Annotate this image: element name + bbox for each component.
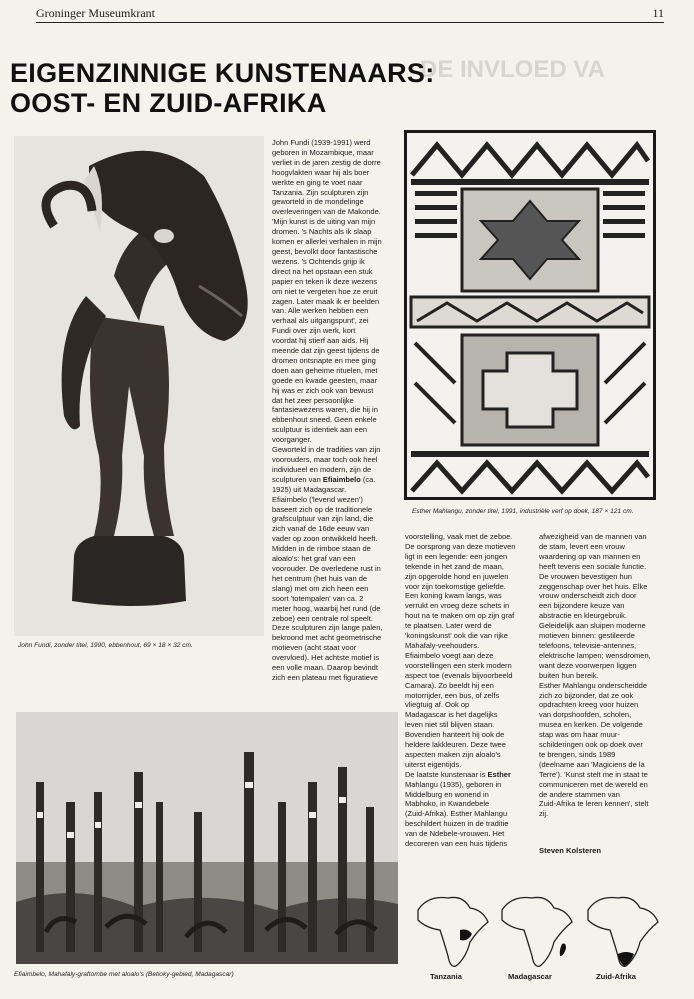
text-line: vrouw onderscheidt zich door — [539, 591, 637, 601]
text-line: Mabhoko, in Kwandebele — [405, 799, 490, 809]
text-line: Efiaimbelo voegt aan deze — [405, 650, 494, 660]
ghost-headline: DE INVLOED VA — [420, 56, 605, 82]
artist-name-efiaimbelo: Efiaimbelo — [322, 474, 361, 484]
text-line: motieven (acht staat voor — [272, 643, 357, 653]
text-line: leven niet stil blijven staan. — [405, 720, 495, 730]
text-line: De oorsprong van deze motieven — [405, 541, 516, 551]
text-line: direct na het opstaan een stuk — [272, 266, 373, 276]
text-line: sculptuur is identiek aan een — [272, 425, 368, 435]
text-line: hout na te maken om op zijn graf — [405, 611, 515, 621]
map-label-madagascar: Madagascar — [508, 972, 552, 981]
text-line: motieven binnen: gestileerde — [539, 631, 635, 641]
text-line: telefoons, televisie-antennes, — [539, 640, 637, 650]
text-line: Madagascar is het dagelijks — [405, 710, 498, 720]
text-line: elektrische lampen; wensdromen, — [539, 650, 651, 660]
text-line-mixed — [272, 475, 402, 485]
text-line: een bijzondere keuze van — [539, 601, 625, 611]
text-line: Efiaimbelo ('levend wezen') — [272, 494, 363, 504]
text-line: voorouders, maar toch ook heel — [272, 455, 378, 464]
text-line: (Zuid-Afrika). Esther Mahlangu — [405, 809, 508, 819]
text-line: fantasiewezens waren, die hij in — [272, 405, 378, 415]
text-line: 'Mijn kunst is de uiting van mijn — [272, 217, 376, 227]
text-line: vliegtuig af. Ook op — [405, 700, 470, 710]
text-line: Tanzania. Zijn sculpturen zijn — [272, 187, 369, 197]
text-line: aspect toe (evenals bijvoorbeeld — [405, 670, 513, 680]
text-line: zich vanaf de 16de eeuw van — [272, 524, 370, 534]
africa-map-icon — [578, 890, 664, 970]
text-line: dromen. 's Nachts als ik slaap — [272, 227, 372, 237]
text-line: want deze voorwerpen liggen — [539, 660, 637, 670]
text-line: buiten hun bereik. — [539, 670, 599, 680]
page-number: 11 — [652, 6, 664, 20]
text-line: tekende in het zand de maan, — [405, 561, 504, 571]
text-line: meende dat zijn geest tijdens de — [272, 346, 380, 356]
text-line: meter hoog, waarbij het rund (de — [272, 603, 381, 613]
artist-name-esther: Esther — [487, 769, 511, 779]
text-line: Geleidelijk aan sluipen moderne — [539, 621, 646, 631]
text-line: geworteld in de mondelinge — [272, 197, 364, 207]
text-line: heldere lakkleuren. Deze twee — [405, 740, 506, 750]
text-line: communiceren met de wereld en — [539, 779, 648, 789]
text-line: zeboe) een centrale rol speelt. — [272, 613, 373, 623]
text-line: stap was om haar muur- — [539, 730, 620, 740]
text-line: bekroond met acht geometrische — [272, 633, 382, 643]
text-line: 1925) uit Madagascar. — [272, 484, 347, 494]
text-line: Geworteld in de tradities van zijn — [272, 445, 381, 455]
text-line: Midden in de rimboe staan de — [272, 544, 371, 554]
text-line: schilderingen ook op doek over — [539, 740, 643, 750]
text-line: voordat hij stierf aan aids. Hij — [272, 336, 369, 346]
efiaimbelo-grave-photo — [16, 712, 398, 964]
text-line: ligt in een legende: een jongen — [405, 551, 508, 561]
text-line: verrukt en vroeg deze schets in — [405, 601, 510, 611]
text-line: om niet te vergeten hoe ze eruit — [272, 286, 378, 296]
text-line: een volle maan. Daarop bevindt — [272, 663, 378, 673]
text-line: Fundi over zijn werk, kort — [272, 326, 356, 336]
text-line: voorstellingen een sterk modern — [405, 660, 512, 670]
mahlangu-painting — [404, 130, 656, 500]
text-line: De vrouwen bevestigen hun — [539, 571, 632, 581]
page-title — [10, 58, 650, 118]
ndebele-pattern-illustration — [407, 133, 653, 497]
text-line: geest, bevolkt door fantastische — [272, 246, 378, 256]
text-line: beschildert huizen in de traditie — [405, 819, 509, 829]
text-line: van de Ndebele-vrouwen. Het — [405, 829, 505, 839]
text-line: dromen ontsnapte en mee ging — [272, 355, 376, 365]
map-label-tanzania: Tanzania — [430, 972, 462, 981]
text-line: grafsculptuur van zijn land, die — [272, 514, 374, 524]
text-line: zij. — [539, 809, 549, 819]
text-line: te brengen, sinds 1989 — [539, 749, 616, 759]
text-segment: De laatste kunstenaar is — [405, 769, 488, 779]
text-line: zich een plateau met figuratieve — [272, 672, 378, 682]
text-line: voorstelling, vaak met de zeboe. — [405, 532, 513, 541]
efiaimbelo-caption: Efiaimbelo, Mahafaly-graftombe met aloalo's (Betioky-gebied, Madagascar) — [14, 971, 234, 978]
text-line: (deelname aan 'Magiciens de la — [539, 759, 645, 769]
text-line: zagen. Later maak ik er beelden — [272, 296, 380, 306]
text-line: heeft tevens een sociale functie. — [539, 561, 647, 571]
text-line: Een koning kwam langs, was — [405, 591, 502, 601]
text-line: soort 'totempalen' van ca. 2 — [272, 593, 364, 603]
text-line: Mahlangu (1935), geboren in — [405, 779, 502, 789]
text-line: werkte en ging te voet naar — [272, 177, 363, 187]
masthead — [36, 6, 664, 23]
africa-map-icon — [492, 890, 578, 970]
fundi-sculpture-photo — [14, 136, 264, 636]
text-line: wezens. 's Ochtends grijp ik — [272, 256, 365, 266]
text-line: hij was er zich ook van bewust — [272, 385, 374, 395]
text-line: John Fundi (1939-1991) werd — [272, 138, 371, 147]
sculpture-illustration — [14, 136, 264, 636]
fundi-caption: John Fundi, zonder titel, 1990, ebbenhout, 69 × 18 × 32 cm. — [18, 642, 193, 649]
text-line: Deze sculpturen zijn lange palen, — [272, 623, 383, 633]
title-line-1: EIGENZINNIGE KUNSTENAARS: — [10, 58, 435, 88]
text-line: Terre'). 'Kunst stelt me in staat te — [539, 769, 648, 779]
text-line: hoogvlakten waar hij als boer — [272, 167, 370, 177]
text-line: afwezigheid van de mannen van — [539, 532, 647, 541]
text-line: Middelburg en wonend in — [405, 789, 489, 799]
text-line: voor zijn toekomstige geliefde. — [405, 581, 506, 591]
text-line: decoreren van een huis tijdens — [405, 839, 508, 849]
article-column-2 — [405, 532, 535, 849]
text-line: aloalo's: het graf van een — [272, 554, 356, 564]
text-line: waardering op van mannen en — [539, 551, 641, 561]
text-line: dat het zeer persoonlijke — [272, 395, 354, 405]
text-line: musea en kerken. De volgende — [539, 720, 643, 730]
text-line: voorouder. De overledene rust in — [272, 563, 381, 573]
text-line: overleveringen van de Makonde. — [272, 207, 381, 217]
text-line: papier en teken ik deze wezens — [272, 276, 378, 286]
article-column-1 — [272, 138, 402, 683]
text-line: komen er allerlei verhalen in mijn — [272, 237, 382, 247]
map-tanzania — [408, 890, 494, 970]
author-signature: Steven Kolsteren — [539, 846, 602, 855]
text-line: ebbenhout sneed. Geen enkele — [272, 415, 377, 425]
title-line-2: OOST- EN ZUID-AFRIKA — [10, 88, 327, 118]
text-line: van. Alle werken hebben een — [272, 306, 369, 316]
text-line: motorrijder, een bus, of zelfs — [405, 690, 500, 700]
text-line: Esther Mahlangu onderscheidde — [539, 680, 647, 690]
text-line: het centrum (het huis van de — [272, 573, 368, 583]
text-line: van dorpshoofden, scholen, — [539, 710, 632, 720]
text-line: Mahafaly-veehouders. — [405, 640, 480, 650]
text-segment: (ca. — [360, 474, 376, 484]
africa-map-icon — [408, 890, 494, 970]
grave-illustration — [16, 712, 398, 964]
text-line: opdrachten kreeg voor huizen — [539, 700, 639, 710]
mahlangu-caption: Esther Mahlangu, zonder titel, 1991, industriële verf op doek, 187 × 121 cm. — [412, 508, 634, 515]
map-label-zuid-afrika: Zuid-Afrika — [595, 972, 637, 981]
text-line: Camara). Zo beeldt hij een — [405, 680, 494, 690]
text-line: individueel en modern, zijn de — [272, 464, 372, 474]
text-line: zich zo bijzonder, dat ze ook — [539, 690, 634, 700]
map-zuid-afrika — [578, 890, 664, 970]
article-column-3 — [539, 532, 669, 819]
text-line-mixed — [405, 770, 535, 780]
text-line: de stam, levert een vrouw — [539, 541, 625, 551]
text-line: verhaal als uitgangspunt', zei — [272, 316, 369, 326]
text-segment: sculpturen van — [272, 474, 323, 484]
text-line: slang) met om zich heen een — [272, 583, 369, 593]
text-line: vader op zoon ontwikkeld heeft. — [272, 534, 378, 544]
text-line: zeggenschap over het huis. Elke — [539, 581, 648, 591]
text-line: voorganger. — [272, 435, 312, 445]
map-madagascar — [492, 890, 578, 970]
publication-name: Groninger Museumkrant — [36, 6, 155, 20]
text-line: overvloed). Het achtste motief is — [272, 653, 380, 663]
text-line: geboren in Mozambique, maar — [272, 147, 374, 157]
text-line: aspecten maken zijn aloalo's — [405, 749, 501, 759]
text-line: te plaatsen. Later werd de — [405, 621, 492, 631]
text-line: 'koningskunst' ook die van rijke — [405, 631, 508, 641]
text-line: uiterst eigentijds. — [405, 759, 462, 769]
text-line: abstractie en kleurgebruik. — [539, 611, 627, 621]
text-line: goede en kwade geesten, maar — [272, 375, 378, 385]
text-line: baseert zich op de traditionele — [272, 504, 373, 514]
text-line: verliet in de jaren zestig de dorre — [272, 157, 381, 167]
text-line: Zuid-Afrika te leren kennen', stelt — [539, 799, 649, 809]
text-line: de andere stammen van — [539, 789, 620, 799]
text-line: zijn opgerolde hond en juwelen — [405, 571, 509, 581]
text-line: doen aan geheime rituelen, met — [272, 365, 378, 375]
text-line: Bovendien hanteert hij ook de — [405, 730, 505, 740]
